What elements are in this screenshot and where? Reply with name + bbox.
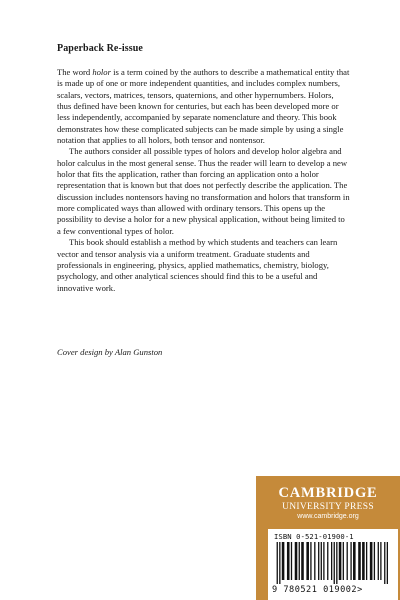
barcode-bar (327, 542, 328, 580)
isbn-label: ISBN 0-521-01900-1 (274, 532, 354, 541)
publisher-name: CAMBRIDGE (278, 485, 378, 501)
barcode-bar (380, 542, 381, 580)
barcode-bar (306, 542, 309, 580)
barcode-bar (353, 542, 356, 580)
publisher-subtitle: UNIVERSITY PRESS (282, 502, 374, 512)
blurb-p1-start: The word (57, 67, 93, 77)
blurb-paragraph-3: This book should establish a method by which students and teachers can learn vector and tensor analysis via a uniform treatment. Graduate students and professionals in engineering, physics, applied mathematics, chemistry, biology, psychology, and other analytical sciences should find this to be a useful and innovative work. (57, 237, 338, 293)
barcode-bar (334, 542, 335, 584)
barcode-bar (310, 542, 311, 580)
barcode-bar (314, 542, 315, 580)
barcode-bar (339, 542, 342, 580)
barcode-number: 9 780521 019002 (272, 585, 358, 595)
barcode-bar (358, 542, 361, 580)
barcode-panel (268, 529, 398, 600)
barcode-bar (299, 542, 300, 580)
barcode-bar (318, 542, 319, 580)
reissue-heading: Paperback Re-issue (57, 43, 143, 54)
barcode-bar (295, 542, 298, 580)
barcode-bar (287, 542, 290, 580)
barcode-bar (362, 542, 365, 580)
blurb-p1-rest: is a term coined by the authors to describe a mathematical entity that is made up of one or more independent quantities, and includes complex numbers, scalars, vectors, matrices, tensors, quaternions, and other hypernumbers. Holors, thus defined have been known for centuries, but each has been developed more or less independently, accompanied by separate nomenclature and theory. This book demonstrates how these complicated subjects can be made simple by using a single notation that applies to all holors, both tensor and nontensor. (57, 67, 350, 146)
barcode-bar (387, 542, 388, 584)
barcode-bar (331, 542, 332, 580)
publisher-url: www.cambridge.org (297, 513, 359, 520)
barcode-bar (384, 542, 385, 584)
barcode-end-mark: > (357, 585, 363, 595)
barcode-bar (347, 542, 348, 580)
barcode-digits (272, 585, 363, 595)
barcode-bar (282, 542, 285, 580)
barcode-bar (370, 542, 373, 580)
barcode-bar (366, 542, 367, 580)
cover-design-credit: Cover design by Alan Gunston (57, 347, 163, 357)
barcode-bar (378, 542, 379, 580)
holor-term: holor (92, 67, 111, 77)
barcode-bar (277, 542, 278, 584)
blurb (57, 67, 350, 294)
blurb-paragraph-1 (57, 67, 350, 146)
barcode-bar (350, 542, 351, 580)
barcode-bar (343, 542, 344, 580)
barcode-bar (301, 542, 304, 580)
barcode-image (274, 542, 392, 584)
barcode-bar (291, 542, 292, 580)
blurb-paragraph-2: The authors consider all possible types of holors and develop holor algebra and holor calculus in the most general sense. Thus the reader will learn to develop a new holor that fits the application, rather than forcing an application onto a holor representation that is known but that does not perfectly describe the application. The discussion includes nontensors having no transformation and holors that transform in more complicated ways than allowed with ordinary tensors. This opens up the possibility to devise a holor for a new physical application, without being limited to a few conventional types of holor. (57, 146, 350, 236)
barcode-bar (374, 542, 375, 580)
publisher-panel (256, 476, 400, 600)
barcode-bar (321, 542, 322, 580)
barcode-bar (323, 542, 324, 580)
barcode-bar (279, 542, 280, 584)
barcode-bar (336, 542, 337, 584)
